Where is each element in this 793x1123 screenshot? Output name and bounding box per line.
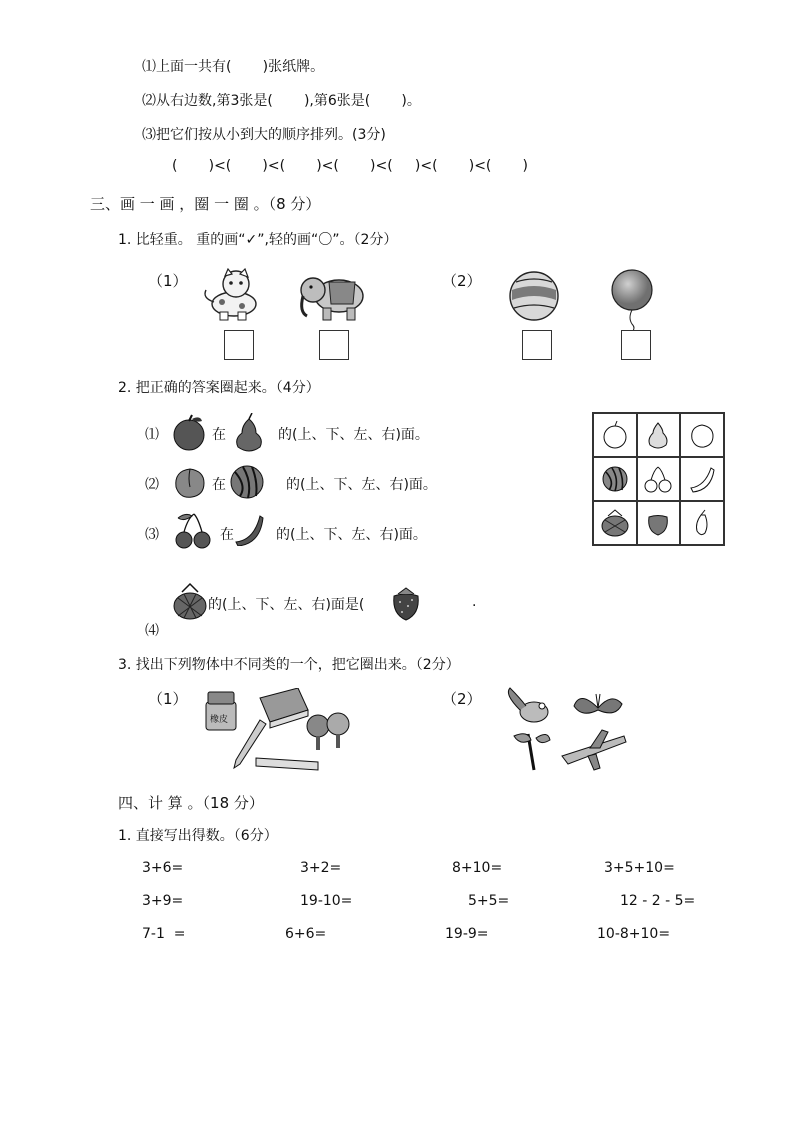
balloon-icon [610, 268, 656, 332]
order-blanks-row: ( )<( )<( )<( )<( )<( )<( ) [172, 158, 529, 174]
calc-problem: 3+9= [142, 893, 184, 909]
grid-cell [593, 413, 637, 457]
apple-icon [170, 413, 210, 451]
item-text: . [472, 594, 477, 610]
answer-box-cat[interactable] [224, 330, 254, 360]
calc-problem: 19-9= [445, 926, 489, 942]
cherry-icon [642, 464, 674, 494]
grid-cell [637, 501, 681, 545]
item-number: ⑴ [145, 427, 159, 443]
item-text: 的(上、下、左、右)面。 [276, 527, 427, 543]
item-number: ⑶ [145, 527, 159, 543]
odd-label-1: （1） [148, 690, 188, 708]
section-four-title: 四、计 算 。（18 分） [118, 794, 264, 812]
elephant-icon [295, 268, 367, 324]
strawberry-icon [386, 584, 426, 624]
peach-icon [687, 420, 717, 450]
cat-icon [198, 268, 260, 324]
item-number: ⑵ [145, 477, 159, 493]
grid-cell [680, 501, 724, 545]
pineapple-icon [170, 582, 210, 622]
calc-problem: 3+5+10= [604, 860, 675, 876]
question-card-count: ⑴上面一共有( )张纸牌。 [142, 59, 325, 75]
flying-things-image [498, 684, 628, 774]
calc-problem: 19-10= [300, 893, 353, 909]
question-weight: 1. 比轻重。 重的画“✓”,轻的画“〇”。（2分） [118, 232, 398, 248]
calc-problem: 10-8+10= [597, 926, 671, 942]
watermelon-icon [228, 462, 266, 500]
grid-cell [593, 457, 637, 501]
banana-icon [687, 464, 717, 494]
fruit-grid [592, 412, 725, 546]
calc-problem: 3+6= [142, 860, 184, 876]
watermelon-icon [600, 464, 630, 494]
cherry-icon [172, 510, 214, 550]
question-card-position: ⑵从右边数,第3张是( ),第6张是( )。 [142, 93, 421, 109]
item-text: 在 [220, 527, 234, 543]
pear-icon [643, 419, 673, 451]
item-text: 的(上、下、左、右)面。 [286, 477, 437, 493]
calc-problem: 12 - 2 - 5= [620, 893, 696, 909]
grid-cell [680, 413, 724, 457]
answer-box-balloon[interactable] [621, 330, 651, 360]
grid-cell [593, 501, 637, 545]
eggplant-icon [687, 507, 717, 539]
item-text: 在 [212, 477, 226, 493]
grid-cell [637, 457, 681, 501]
calc-problem: 5+5= [468, 893, 510, 909]
section-three-title: 三、画 一 画 ，圈 一 圈 。（8 分） [90, 195, 321, 213]
question-card-order: ⑶把它们按从小到大的顺序排列。(3分) [142, 127, 386, 143]
calc-problem: 8+10= [452, 860, 503, 876]
pineapple-icon [599, 508, 631, 538]
calc-problem: 6+6= [285, 926, 327, 942]
question-circle-answer: 2. 把正确的答案圈起来。（4分） [118, 380, 320, 396]
item-text: 的(上、下、左、右)面。 [278, 427, 429, 443]
weight-label-2: （2） [442, 272, 482, 290]
eraser-label: 橡皮 [210, 715, 229, 725]
pear-icon [230, 413, 268, 453]
strawberry-icon [643, 508, 673, 538]
grid-cell [680, 457, 724, 501]
odd-label-2: （2） [442, 690, 482, 708]
item-text: 的(上、下、左、右)面是( [208, 597, 365, 613]
item-number: ⑷ [145, 623, 159, 639]
calc-problem: 7-1 = [142, 926, 186, 942]
grid-cell [637, 413, 681, 457]
apple-icon [600, 420, 630, 450]
answer-box-elephant[interactable] [319, 330, 349, 360]
peach-icon [170, 461, 210, 501]
question-odd-one-out: 3. 找出下列物体中不同类的一个，把它圈出来。（2分） [118, 657, 460, 673]
banana-icon [232, 512, 264, 546]
calc-problem: 3+2= [300, 860, 342, 876]
stationery-group-image [200, 688, 360, 772]
beach-ball-icon [508, 270, 560, 322]
item-text: 在 [212, 427, 226, 443]
answer-box-ball[interactable] [522, 330, 552, 360]
question-direct-answer: 1. 直接写出得数。（6分） [118, 828, 278, 844]
weight-label-1: （1） [148, 272, 188, 290]
